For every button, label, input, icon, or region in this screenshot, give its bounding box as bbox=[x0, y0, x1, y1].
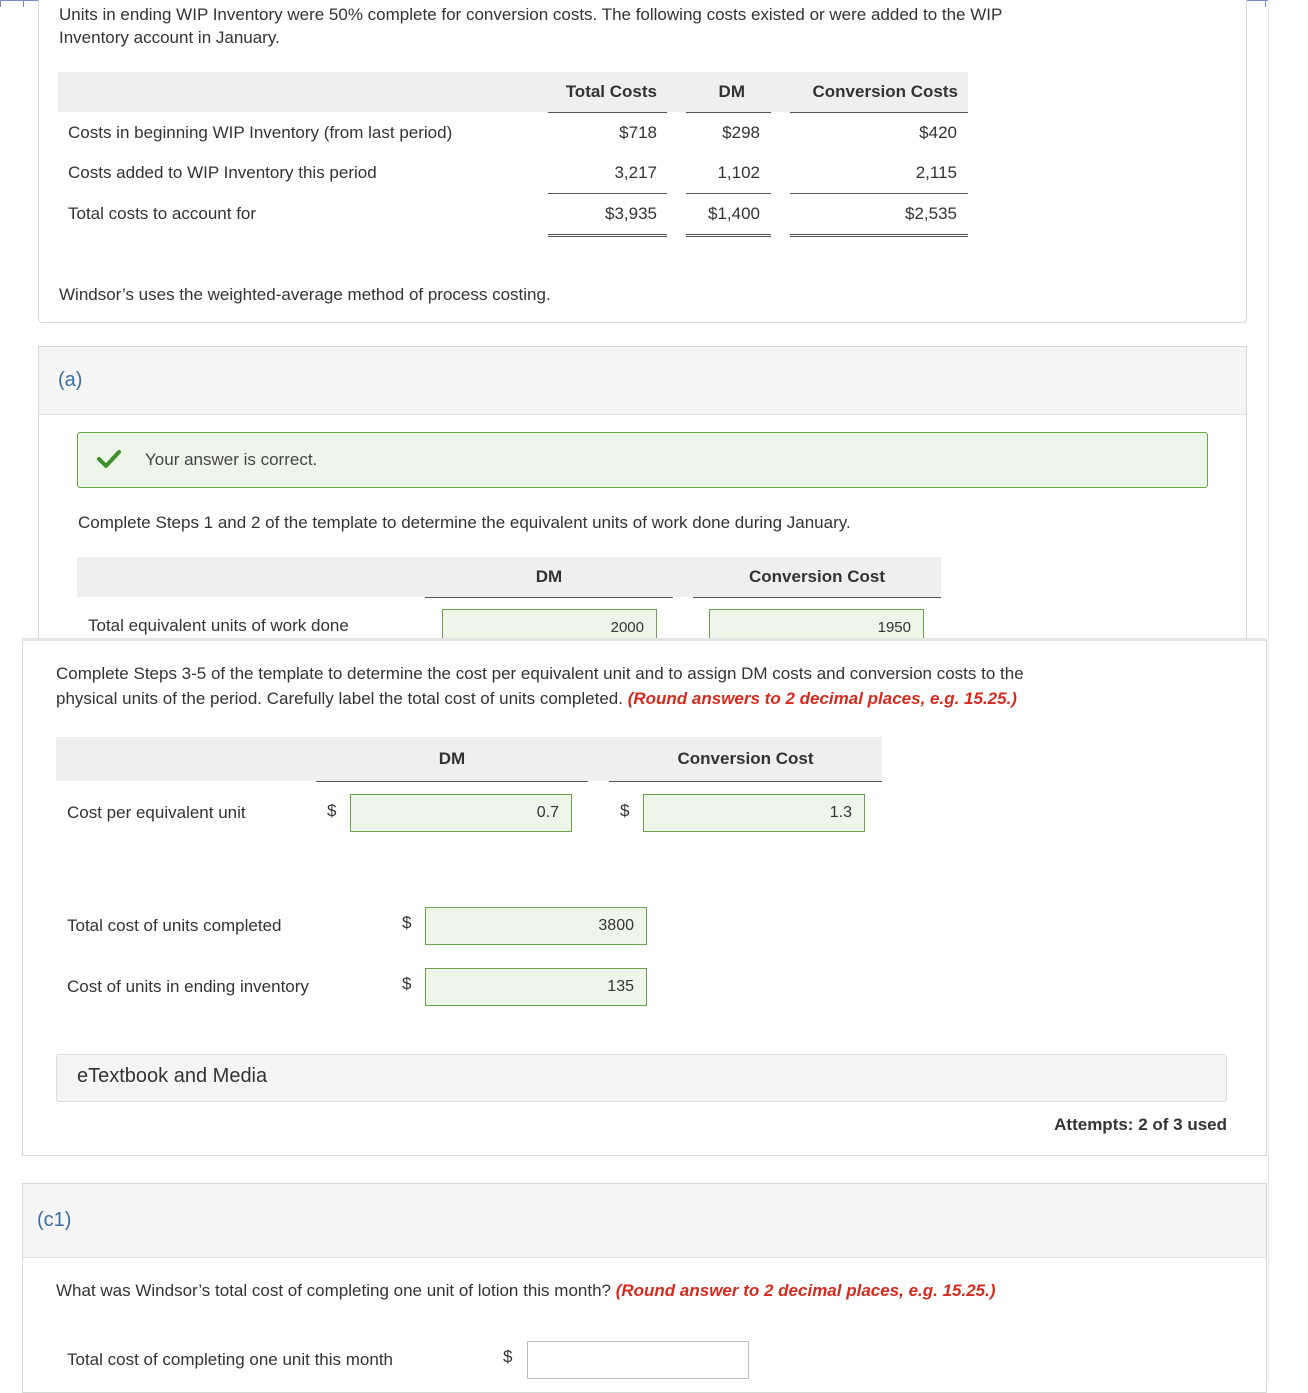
completed-currency: $ bbox=[402, 913, 412, 932]
eu-cc-input[interactable]: 1950 bbox=[709, 609, 924, 638]
part-b-instruction-2-row bbox=[56, 687, 1017, 711]
part-c1-question-row bbox=[56, 1279, 996, 1303]
cost-row-added-label: Costs added to WIP Inventory this period bbox=[68, 163, 377, 182]
eu-cc-input-wrap bbox=[709, 609, 924, 638]
method-note: Windsor’s uses the weighted-average method of process costing. bbox=[59, 285, 551, 304]
eu-dm-input-wrap bbox=[442, 609, 657, 638]
eu-row-label: Total equivalent units of work done bbox=[88, 616, 349, 635]
c1-currency: $ bbox=[503, 1347, 513, 1366]
ruler-tick bbox=[1265, 1, 1266, 7]
part-c1-round-note: (Round answer to 2 decimal places, e.g. 15.25.) bbox=[615, 1281, 996, 1300]
part-c1-label: (c1) bbox=[37, 1209, 72, 1231]
cost-row-total-label: Total costs to account for bbox=[68, 204, 257, 223]
cpu-header-cc: Conversion Cost bbox=[609, 747, 882, 782]
c1-answer-input[interactable] bbox=[527, 1341, 749, 1379]
c1-row-label: Total cost of completing one unit this month bbox=[67, 1350, 394, 1369]
cpu-dm-input[interactable]: 0.7 bbox=[350, 794, 572, 832]
cpu-cc-input[interactable]: 1.3 bbox=[643, 794, 865, 832]
eu-header-cc: Conversion Cost bbox=[693, 565, 941, 598]
cost-row-total-total: $3,935 bbox=[548, 202, 667, 237]
cost-row-total-cc: $2,535 bbox=[790, 202, 968, 237]
cost-row-beginning-label: Costs in beginning WIP Inventory (from last period) bbox=[68, 123, 453, 142]
ending-currency: $ bbox=[402, 974, 412, 993]
part-c1-question: What was Windsor’s total cost of completing one unit of lotion this month? bbox=[56, 1281, 611, 1300]
cost-row-added-dm: 1,102 bbox=[686, 161, 771, 194]
part-b-instruction-2: physical units of the period. Carefully label the total cost of units completed. bbox=[56, 689, 623, 708]
completed-input[interactable]: 3800 bbox=[425, 907, 647, 945]
cost-header-dm: DM bbox=[686, 80, 771, 113]
ending-row-label: Cost of units in ending inventory bbox=[67, 977, 309, 996]
checkmark-icon bbox=[96, 448, 122, 470]
completed-row-label: Total cost of units completed bbox=[67, 916, 282, 935]
cost-row-beginning-dm: $298 bbox=[722, 123, 760, 142]
cost-row-total-dm: $1,400 bbox=[686, 202, 771, 237]
etextbook-label: eTextbook and Media bbox=[77, 1065, 268, 1087]
part-b-instruction-1: Complete Steps 3-5 of the template to determine the cost per equivalent unit and to assign DM costs and conversion costs to the bbox=[56, 664, 1024, 683]
cpu-dm-currency: $ bbox=[327, 801, 337, 820]
cost-row-added-total: 3,217 bbox=[548, 161, 667, 194]
cost-header-total: Total Costs bbox=[548, 80, 667, 113]
part-c1-header bbox=[23, 1184, 1266, 1258]
part-a-label: (a) bbox=[58, 369, 83, 391]
cost-header-cc: Conversion Costs bbox=[790, 80, 968, 113]
intro-line-1: Units in ending WIP Inventory were 50% complete for conversion costs. The following costs existed or were added to the WIP bbox=[59, 5, 1003, 24]
part-a-header bbox=[39, 347, 1246, 415]
cost-row-beginning-cc: $420 bbox=[919, 123, 957, 142]
ruler-tick bbox=[23, 1, 24, 7]
right-gutter bbox=[1268, 0, 1308, 1382]
ruler-tick bbox=[0, 1, 1, 7]
cost-row-beginning-total: $718 bbox=[619, 123, 657, 142]
eu-header-dm: DM bbox=[425, 565, 673, 598]
part-a-instruction: Complete Steps 1 and 2 of the template to determine the equivalent units of work done during January. bbox=[78, 513, 851, 532]
ending-input[interactable]: 135 bbox=[425, 968, 647, 1006]
attempts-counter: Attempts: 2 of 3 used bbox=[1054, 1115, 1227, 1134]
cpu-row-label: Cost per equivalent unit bbox=[67, 803, 246, 822]
cpu-cc-currency: $ bbox=[620, 801, 630, 820]
correct-feedback-text: Your answer is correct. bbox=[145, 450, 318, 469]
cost-row-added-cc: 2,115 bbox=[790, 161, 968, 194]
part-b-round-note: (Round answers to 2 decimal places, e.g. 15.25.) bbox=[627, 689, 1017, 708]
intro-line-2: Inventory account in January. bbox=[59, 28, 280, 47]
eu-dm-input[interactable]: 2000 bbox=[442, 609, 657, 638]
cpu-header-dm: DM bbox=[316, 747, 588, 782]
